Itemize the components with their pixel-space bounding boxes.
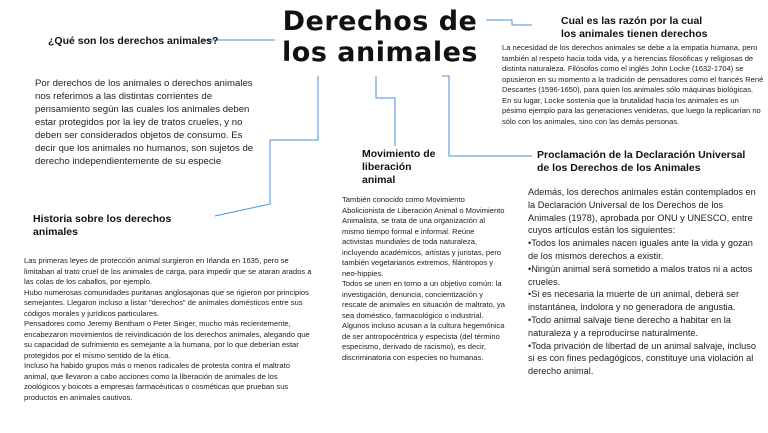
proclamacion-text: Además, los derechos animales están contemplados en la Declaración Universal de los Derechos de los Animales (1978), aprobada por ONU y UNESCO, entre cuyos artículos están los siguientes: •Todos los animales nacen iguales ante la vida y gozan de los mismos derechos a existir. •Ningún animal será sometido a malos tratos ni a actos crueles. •Si es necesaria la muerte de un animal, deberá ser instantánea, indolora y no generadora de angustia. •Todo animal salvaje tiene derecho a habitar en la naturaleza y a reproducirse naturalmente. •Toda privación de libertad de un animal salvaje, incluso si es con fines pedagógicos, constituye una violación al derecho animal. xyxy=(528,187,756,377)
razon-text: La necesidad de los derechos animales se debe a la empatía humana, pero también al respeto hacia toda vida, y a herencias filosóficas y religiosas de distinta naturaleza. Filósofos como el inglés John Locke (1632-1704) se opusieron en su momento a la tradición de pensadores como el francés René Descartes (1596-1650), para quien los animales sólo máquinas biológicas. En su lugar, Locke sostenía que la brutalidad hacia los animales es un pésimo ejemplo para las generaciones venideras, que luego la replicarían no sólo con los animales, sino con las demás personas. xyxy=(502,43,764,126)
que-son-text: Por derechos de los animales o derechos animales nos referimos a las distintas corrientes de pensamiento según las cuales los animales deben estar protegidos por la ley de tratos crueles, y no deben ser considerados objetos de consumo. Es decir que los animales no humanos, son sujetos de derecho independientemente de su especie xyxy=(35,78,254,167)
connector-movimiento xyxy=(376,76,395,146)
que-son-heading: ¿Qué son los derechos animales? xyxy=(48,35,219,47)
page-title: Derechos de los animales xyxy=(282,6,478,68)
historia-text: Las primeras leyes de protección animal surgieron en Irlanda en 1635, pero se limitaban al trato cruel de los animales de carga, para impedir que se ataran arados a las colas de los caballos, por ejemplo. Hubo numerosas comunidades puritanas anglosajonas que se rigieron por principios semejantes. Llegaron incluso a listar "derechos" de animales domésticos entre sus códigos morales y jurídicos particulares. Pensadores como Jeremy Bentham o Peter Singer, mucho más recientemente, encabezaron movimientos de reivindicación de los derechos animales, alegando que su capacidad de sufrimiento es semejante a la humana, por lo que deberían estar protegidos por el mismo sentido de la ética. Incluso ha habido grupos más o menos radicales de protesta contra el maltrato animal, que llevaron a cabo acciones como la liberación de animales de los zoológicos y boicots a empresas farmacéuticas o cosméticas que prueban sus productos en animales cautivos. xyxy=(24,256,312,402)
proclamacion-heading: Proclamación de la Declaración Universal de los Derechos de los Animales xyxy=(537,149,746,174)
connector-razon xyxy=(486,20,532,25)
razon-heading: Cual es las razón por la cual los animales tienen derechos xyxy=(561,15,708,40)
movimiento-text: También conocido como Movimiento Abolicionista de Liberación Animal o Movimiento Animalista, se trata de una organización al mismo tiempo formal e informal. Reúne activistas mundiales de toda naturaleza, incluyendo académicos, artistas y juristas, pero también vegetarianos extremos, filántropos y neo-hippies. Todos se unen en torno a un objetivo común: la investigación, denuncia, concientización y rescate de animales en situación de maltrato, ya sea doméstico, farmacológico o industrial. Algunos incluso acusan a la cultura hegemónica de ser antropocéntrica y especista (del término especismo, derivado de racismo), es decir, discriminatoria con especies no humanas. xyxy=(342,195,505,362)
historia-heading: Historia sobre los derechos animales xyxy=(33,213,172,238)
movimiento-heading: Movimiento de liberación animal xyxy=(362,148,436,186)
